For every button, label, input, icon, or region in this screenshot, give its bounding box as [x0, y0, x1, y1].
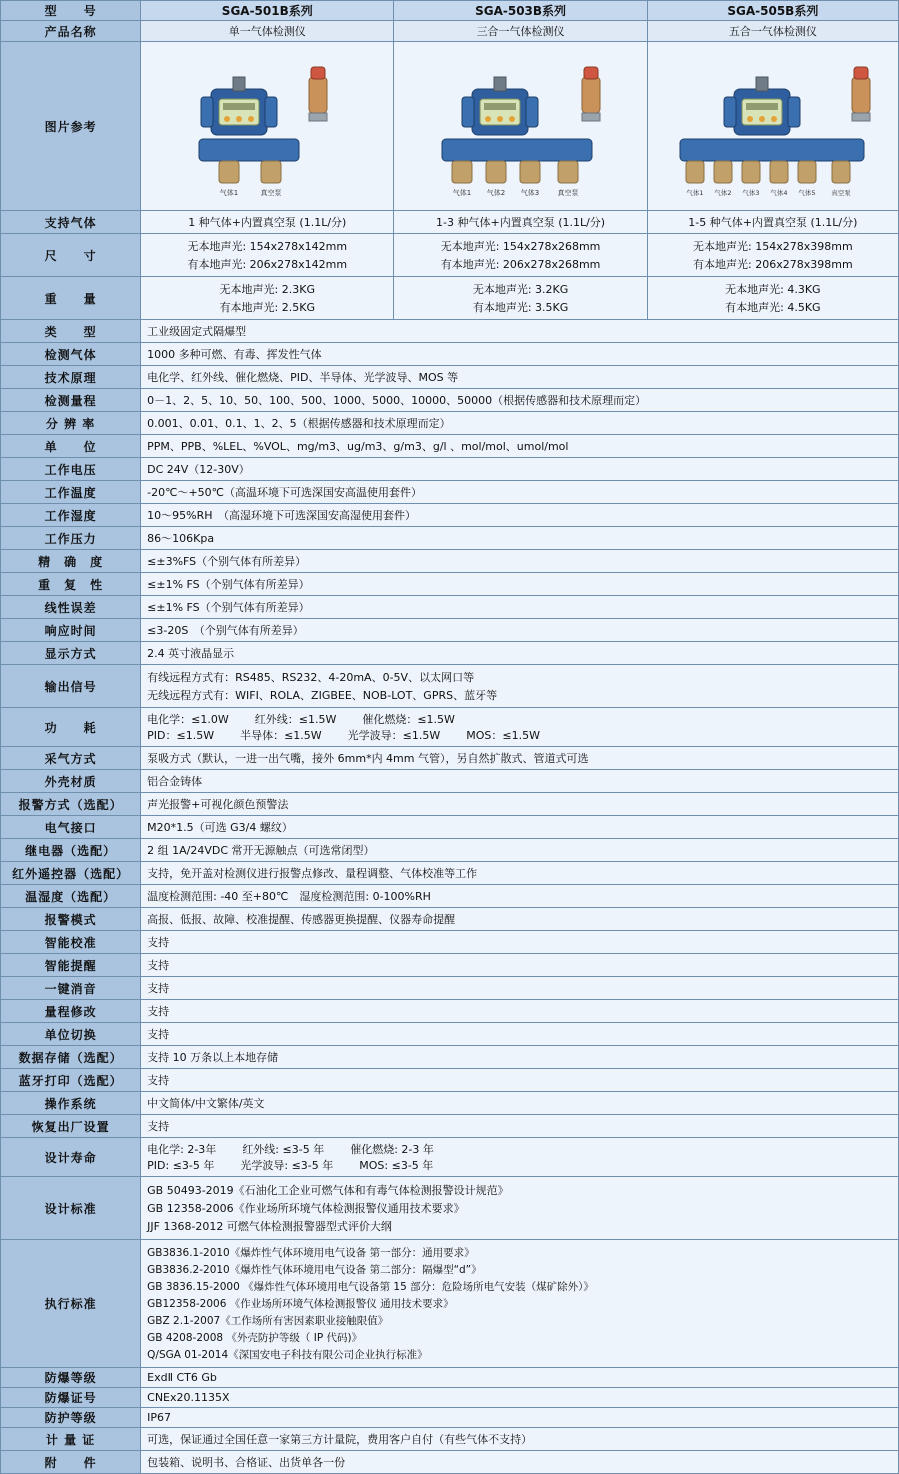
power-mos: MOS：≤1.5W — [466, 729, 540, 742]
weight-2 — [394, 277, 647, 320]
ex-grade-value: ExdⅡ CT6 Gb — [141, 1368, 899, 1388]
table-row-alarm-type — [1, 793, 899, 816]
svg-text:气体3: 气体3 — [742, 189, 760, 197]
response-value: ≤3-20S （个别气体有所差异） — [141, 619, 899, 642]
weight-1-line1: 无本地声光: 2.3KG — [219, 283, 315, 296]
svg-text:气体3: 气体3 — [521, 189, 540, 197]
table-row-resolution — [1, 412, 899, 435]
unit-switch-value: 支持 — [141, 1023, 899, 1046]
exec-std-value — [141, 1240, 899, 1368]
product-name-1: 单一气体检测仪 — [141, 21, 394, 42]
svg-text:气体1: 气体1 — [453, 189, 472, 197]
model-header-3: SGA-505B系列 — [647, 1, 898, 21]
smart-cal-value: 支持 — [141, 931, 899, 954]
range-modify-value: 支持 — [141, 1000, 899, 1023]
device-image-3 — [647, 42, 898, 211]
design-std-line-2: GB 12358-2006《作业场所环境气体检测报警仪通用技术要求》 — [147, 1202, 465, 1215]
table-row-metrology — [1, 1428, 899, 1451]
table-row-ex-grade — [1, 1368, 899, 1388]
row-label-power: 功 耗 — [1, 708, 141, 747]
row-label-voltage: 工作电压 — [1, 458, 141, 481]
row-label-work-temp: 工作温度 — [1, 481, 141, 504]
power-value — [141, 708, 899, 747]
table-row-unit-switch — [1, 1023, 899, 1046]
table-row-temp-humidity — [1, 885, 899, 908]
support-gas-1: 1 种气体+内置真空泵 (1.1L/分) — [141, 211, 394, 234]
table-row-electric-port — [1, 816, 899, 839]
row-label-detect-gas: 检测气体 — [1, 343, 141, 366]
alarm-mode-value: 高报、低报、故障、校准提醒、传感器更换提醒、仪器寿命提醒 — [141, 908, 899, 931]
linear-error-value: ≤±1% FS（个别气体有所差异） — [141, 596, 899, 619]
table-row-sampling — [1, 747, 899, 770]
work-pressure-value: 86～106Kpa — [141, 527, 899, 550]
size-1 — [141, 234, 394, 277]
table-row-life — [1, 1138, 899, 1177]
svg-text:气体4: 气体4 — [770, 189, 788, 197]
alarm-type-value: 声光报警+可视化颜色预警法 — [141, 793, 899, 816]
row-label-shell: 外壳材质 — [1, 770, 141, 793]
principle-value: 电化学、红外线、催化燃烧、PID、半导体、光学波导、MOS 等 — [141, 366, 899, 389]
row-label-principle: 技术原理 — [1, 366, 141, 389]
output-line-wireless: 无线远程方式有：WIFI、ROLA、ZIGBEE、NOB-LOT、GPRS、蓝牙等 — [147, 689, 498, 702]
row-label-response: 响应时间 — [1, 619, 141, 642]
row-label-product-name: 产品名称 — [1, 21, 141, 42]
weight-3-line2: 有本地声光: 4.5KG — [725, 301, 821, 314]
table-row-support-gas — [1, 211, 899, 234]
table-row-power — [1, 708, 899, 747]
size-2-line1: 无本地声光: 154x278x268mm — [440, 240, 601, 253]
row-label-unit-switch: 单位切换 — [1, 1023, 141, 1046]
accessories-value: 包装箱、说明书、合格证、出货单各一份 — [141, 1451, 899, 1474]
device-illustration-2 — [394, 47, 644, 205]
weight-2-line1: 无本地声光: 3.2KG — [472, 283, 569, 296]
row-label-bt-print: 蓝牙打印（选配） — [1, 1069, 141, 1092]
row-label-support-gas: 支持气体 — [1, 211, 141, 234]
row-label-output: 输出信号 — [1, 665, 141, 708]
type-value: 工业级固定式隔爆型 — [141, 320, 899, 343]
display-value: 2.4 英寸液晶显示 — [141, 642, 899, 665]
weight-3 — [647, 277, 898, 320]
table-row-factory-reset — [1, 1115, 899, 1138]
exec-std-line-4: GB12358-2006 《作业场所环境气体检测报警仪 通用技术要求》 — [147, 1298, 454, 1310]
svg-text:气体5: 气体5 — [798, 189, 816, 197]
row-label-metrology: 计 量 证 — [1, 1428, 141, 1451]
exec-std-line-3: GB 3836.15-2000 《爆炸性气体环境用电气设备第 15 部分：危险场所电气安装（煤矿除外）》 — [147, 1281, 594, 1293]
life-value — [141, 1138, 899, 1177]
row-label-linear-error: 线性误差 — [1, 596, 141, 619]
life-pid: PID: ≤3-5 年 — [147, 1159, 215, 1172]
device-image-1 — [141, 42, 394, 211]
row-label-smart-cal: 智能校准 — [1, 931, 141, 954]
svg-text:气体1: 气体1 — [686, 189, 704, 197]
size-2-line2: 有本地声光: 206x278x268mm — [440, 258, 601, 271]
table-row-ip-grade — [1, 1408, 899, 1428]
life-catalytic: 催化燃烧: 2-3 年 — [350, 1143, 434, 1156]
row-label-os: 操作系统 — [1, 1092, 141, 1115]
accuracy-value: ≤±3%FS（个别气体有所差异） — [141, 550, 899, 573]
support-gas-3: 1-5 种气体+内置真空泵 (1.1L/分) — [647, 211, 898, 234]
exec-std-line-5: GBZ 2.1-2007《工作场所有害因素职业接触限值》 — [147, 1315, 389, 1327]
voltage-value: DC 24V（12-30V） — [141, 458, 899, 481]
row-label-weight: 重 量 — [1, 277, 141, 320]
repeat-value: ≤±1% FS（个别气体有所差异） — [141, 573, 899, 596]
row-label-one-key-mute: 一键消音 — [1, 977, 141, 1000]
table-row-design-std — [1, 1177, 899, 1240]
table-row-weight — [1, 277, 899, 320]
row-label-repeat: 重 复 性 — [1, 573, 141, 596]
svg-text:气体2: 气体2 — [487, 189, 506, 197]
table-row-data-store — [1, 1046, 899, 1069]
bt-print-value: 支持 — [141, 1069, 899, 1092]
table-row-range — [1, 389, 899, 412]
exec-std-line-1: GB3836.1-2010《爆炸性气体环境用电气设备 第一部分：通用要求》 — [147, 1247, 475, 1259]
power-line1 — [147, 711, 892, 727]
resolution-value: 0.001、0.01、0.1、1、2、5（根据传感器和技术原理而定） — [141, 412, 899, 435]
output-line-wired: 有线远程方式有：RS485、RS232、4-20mA、0-5V、以太网口等 — [147, 671, 475, 684]
power-line2 — [147, 727, 892, 743]
weight-2-line2: 有本地声光: 3.5KG — [472, 301, 569, 314]
table-row-alarm-mode — [1, 908, 899, 931]
table-row-output — [1, 665, 899, 708]
life-line1 — [147, 1141, 892, 1157]
svg-text:气体1: 气体1 — [219, 189, 239, 197]
table-row-repeat — [1, 573, 899, 596]
work-humidity-value: 10～95%RH （高湿环境下可选深国安高湿使用套件） — [141, 504, 899, 527]
row-label-relay: 继电器（选配） — [1, 839, 141, 862]
size-3 — [647, 234, 898, 277]
row-label-ex-cert: 防爆证号 — [1, 1388, 141, 1408]
life-line2 — [147, 1157, 892, 1173]
model-header-2: SGA-503B系列 — [394, 1, 647, 21]
electric-port-value: M20*1.5（可选 G3/4 螺纹） — [141, 816, 899, 839]
design-std-line-3: JJF 1368-2012 可燃气体检测报警器型式评价大纲 — [147, 1220, 392, 1233]
smart-remind-value: 支持 — [141, 954, 899, 977]
temp-humidity-value: 温度检测范围: -40 至+80℃ 湿度检测范围: 0-100%RH — [141, 885, 899, 908]
unit-value: PPM、PPB、%LEL、%VOL、mg/m3、ug/m3、g/m3、g/l 、mol/mol、umol/mol — [141, 435, 899, 458]
metrology-value: 可选，保证通过全国任意一家第三方计量院，费用客户自付（有些气体不支持） — [141, 1428, 899, 1451]
svg-text:真空泵: 真空泵 — [260, 189, 282, 197]
row-label-range-modify: 量程修改 — [1, 1000, 141, 1023]
row-label-resolution: 分 辨 率 — [1, 412, 141, 435]
os-value: 中文简体/中文繁体/英文 — [141, 1092, 899, 1115]
power-catalytic: 催化燃烧：≤1.5W — [362, 713, 455, 726]
table-row-type — [1, 320, 899, 343]
table-row-voltage — [1, 458, 899, 481]
sampling-value: 泵吸方式（默认，一进一出气嘴，接外 6mm*内 4mm 气管），另自然扩散式、管道式可选 — [141, 747, 899, 770]
design-std-line-1: GB 50493-2019《石油化工企业可燃气体和有毒气体检测报警设计规范》 — [147, 1184, 509, 1197]
ex-cert-value: CNEx20.1135X — [141, 1388, 899, 1408]
weight-3-line1: 无本地声光: 4.3KG — [725, 283, 821, 296]
table-row-response — [1, 619, 899, 642]
remote-value: 支持，免开盖对检测仪进行报警点修改、量程调整、气体校准等工作 — [141, 862, 899, 885]
row-label-sampling: 采气方式 — [1, 747, 141, 770]
table-row-ex-cert — [1, 1388, 899, 1408]
row-label-alarm-type: 报警方式（选配） — [1, 793, 141, 816]
size-3-line2: 有本地声光: 206x278x398mm — [693, 258, 853, 271]
row-label-factory-reset: 恢复出厂设置 — [1, 1115, 141, 1138]
row-label-ip-grade: 防护等级 — [1, 1408, 141, 1428]
product-name-3: 五合一气体检测仪 — [647, 21, 898, 42]
table-row-display — [1, 642, 899, 665]
life-mos: MOS: ≤3-5 年 — [359, 1159, 434, 1172]
table-row-bt-print — [1, 1069, 899, 1092]
exec-std-line-6: GB 4208-2008 《外壳防护等级（ IP 代码)》 — [147, 1332, 363, 1344]
table-row-range-modify — [1, 1000, 899, 1023]
row-label-accuracy: 精 确 度 — [1, 550, 141, 573]
row-label-range: 检测量程 — [1, 389, 141, 412]
device-illustration-1 — [141, 47, 381, 205]
row-label-unit: 单 位 — [1, 435, 141, 458]
row-label-accessories: 附 件 — [1, 1451, 141, 1474]
factory-reset-value: 支持 — [141, 1115, 899, 1138]
table-row-model — [1, 1, 899, 21]
life-optical: 光学波导: ≤3-5 年 — [240, 1159, 334, 1172]
shell-value: 铝合金铸体 — [141, 770, 899, 793]
table-row-exec-std — [1, 1240, 899, 1368]
row-label-type: 类 型 — [1, 320, 141, 343]
table-row-shell — [1, 770, 899, 793]
range-value: 0－1、2、5、10、50、100、500、1000、5000、10000、50000（根据传感器和技术原理而定） — [141, 389, 899, 412]
size-2 — [394, 234, 647, 277]
table-row-image-ref — [1, 42, 899, 211]
row-label-size: 尺 寸 — [1, 234, 141, 277]
work-temp-value: -20℃～+50℃（高温环境下可选深国安高温使用套件） — [141, 481, 899, 504]
row-label-smart-remind: 智能提醒 — [1, 954, 141, 977]
size-3-line1: 无本地声光: 154x278x398mm — [693, 240, 853, 253]
power-electrochemical: 电化学：≤1.0W — [147, 713, 229, 726]
size-1-line2: 有本地声光: 206x278x142mm — [187, 258, 348, 271]
table-row-remote — [1, 862, 899, 885]
row-label-model: 型 号 — [1, 1, 141, 21]
product-name-2: 三合一气体检测仪 — [394, 21, 647, 42]
table-row-smart-remind — [1, 954, 899, 977]
svg-text:气体2: 气体2 — [714, 189, 732, 197]
device-illustration-3 — [648, 47, 896, 205]
weight-1 — [141, 277, 394, 320]
weight-1-line2: 有本地声光: 2.5KG — [219, 301, 315, 314]
row-label-exec-std: 执行标准 — [1, 1240, 141, 1368]
table-row-principle — [1, 366, 899, 389]
support-gas-2: 1-3 种气体+内置真空泵 (1.1L/分) — [394, 211, 647, 234]
table-row-detect-gas — [1, 343, 899, 366]
detect-gas-value: 1000 多种可燃、有毒、挥发性气体 — [141, 343, 899, 366]
row-label-remote: 红外遥控器（选配） — [1, 862, 141, 885]
table-row-work-pressure — [1, 527, 899, 550]
row-label-image-ref: 图片参考 — [1, 42, 141, 211]
row-label-display: 显示方式 — [1, 642, 141, 665]
table-row-linear-error — [1, 596, 899, 619]
row-label-electric-port: 电气接口 — [1, 816, 141, 839]
exec-std-line-7: Q/SGA 01-2014《深国安电子科技有限公司企业执行标准》 — [147, 1349, 428, 1361]
life-electrochemical: 电化学: 2-3年 — [147, 1143, 217, 1156]
svg-text:真空泵: 真空泵 — [557, 189, 579, 197]
power-pid: PID：≤1.5W — [147, 729, 215, 742]
row-label-data-store: 数据存储（选配） — [1, 1046, 141, 1069]
design-std-value — [141, 1177, 899, 1240]
row-label-life: 设计寿命 — [1, 1138, 141, 1177]
table-row-unit — [1, 435, 899, 458]
table-row-one-key-mute — [1, 977, 899, 1000]
one-key-mute-value: 支持 — [141, 977, 899, 1000]
table-row-smart-cal — [1, 931, 899, 954]
data-store-value: 支持 10 万条以上本地存储 — [141, 1046, 899, 1069]
row-label-work-pressure: 工作压力 — [1, 527, 141, 550]
svg-text:真空泵: 真空泵 — [830, 189, 851, 197]
row-label-alarm-mode: 报警模式 — [1, 908, 141, 931]
table-row-product-name — [1, 21, 899, 42]
table-row-os — [1, 1092, 899, 1115]
ip-grade-value: IP67 — [141, 1408, 899, 1428]
table-row-work-temp — [1, 481, 899, 504]
row-label-design-std: 设计标准 — [1, 1177, 141, 1240]
relay-value: 2 组 1A/24VDC 常开无源触点（可选常闭型） — [141, 839, 899, 862]
power-semiconductor: 半导体：≤1.5W — [240, 729, 322, 742]
table-row-size — [1, 234, 899, 277]
exec-std-line-2: GB3836.2-2010《爆炸性气体环境用电气设备 第二部分：隔爆型“d”》 — [147, 1264, 482, 1276]
size-1-line1: 无本地声光: 154x278x142mm — [187, 240, 348, 253]
device-image-2 — [394, 42, 647, 211]
row-label-ex-grade: 防爆等级 — [1, 1368, 141, 1388]
table-row-accuracy — [1, 550, 899, 573]
row-label-temp-humidity: 温湿度（选配） — [1, 885, 141, 908]
table-row-relay — [1, 839, 899, 862]
row-label-work-humidity: 工作湿度 — [1, 504, 141, 527]
power-infrared: 红外线：≤1.5W — [254, 713, 337, 726]
output-value — [141, 665, 899, 708]
model-header-1: SGA-501B系列 — [141, 1, 394, 21]
power-optical: 光学波导：≤1.5W — [347, 729, 441, 742]
life-infrared: 红外线: ≤3-5 年 — [242, 1143, 325, 1156]
table-row-work-humidity — [1, 504, 899, 527]
